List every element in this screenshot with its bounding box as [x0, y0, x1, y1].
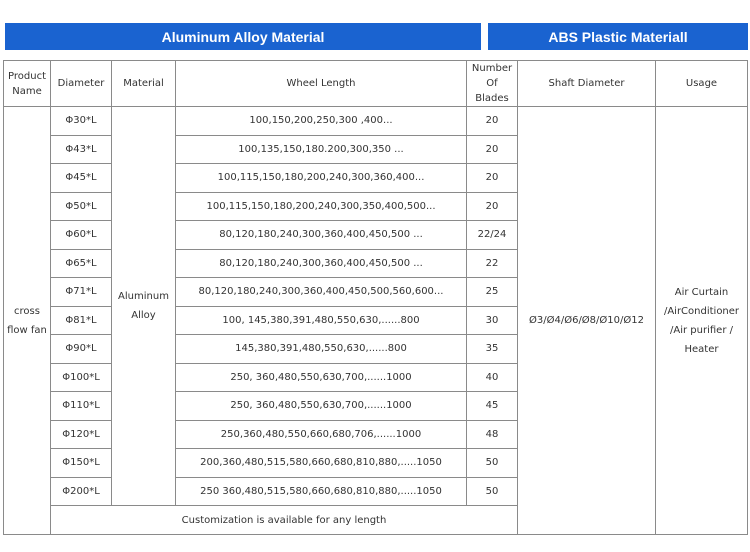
- blades-cell: 25: [467, 278, 518, 307]
- diameter-cell: Φ45*L: [51, 164, 112, 193]
- abs-plastic-banner: ABS Plastic Materiall: [488, 23, 748, 50]
- wheel-length-cell: 80,120,180,240,300,360,400,450,500,560,600...: [176, 278, 467, 307]
- diameter-cell: Φ71*L: [51, 278, 112, 307]
- diameter-cell: Φ200*L: [51, 477, 112, 506]
- wheel-length-cell: 80,120,180,240,300,360,400,450,500 ...: [176, 249, 467, 278]
- wheel-length-cell: 250, 360,480,550,630,700,......1000: [176, 392, 467, 421]
- usage-cell: Air Curtain /AirConditioner /Air purifier / Heater: [656, 107, 748, 535]
- header-shaft-diameter: Shaft Diameter: [518, 61, 656, 107]
- blades-cell: 48: [467, 420, 518, 449]
- aluminum-alloy-banner: Aluminum Alloy Material: [5, 23, 481, 50]
- diameter-cell: Φ110*L: [51, 392, 112, 421]
- wheel-length-cell: 145,380,391,480,550,630,......800: [176, 335, 467, 364]
- wheel-length-cell: 80,120,180,240,300,360,400,450,500 ...: [176, 221, 467, 250]
- spec-table: [3, 60, 748, 535]
- diameter-cell: Φ50*L: [51, 192, 112, 221]
- blades-cell: 30: [467, 306, 518, 335]
- blades-cell: 20: [467, 107, 518, 136]
- diameter-cell: Φ65*L: [51, 249, 112, 278]
- header-material: Material: [112, 61, 176, 107]
- blades-cell: 22/24: [467, 221, 518, 250]
- product-name-cell: cross flow fan: [4, 107, 51, 535]
- header-diameter: Diameter: [51, 61, 112, 107]
- header-product-name: Product Name: [4, 61, 51, 107]
- diameter-cell: Φ100*L: [51, 363, 112, 392]
- material-cell: Aluminum Alloy: [112, 107, 176, 506]
- diameter-cell: Φ30*L: [51, 107, 112, 136]
- wheel-length-cell: 250 360,480,515,580,660,680,810,880,.....1050: [176, 477, 467, 506]
- header-row: [4, 61, 748, 107]
- shaft-diameter-cell: Ø3/Ø4/Ø6/Ø8/Ø10/Ø12: [518, 107, 656, 535]
- blades-cell: 22: [467, 249, 518, 278]
- blades-cell: 20: [467, 192, 518, 221]
- wheel-length-cell: 250, 360,480,550,630,700,......1000: [176, 363, 467, 392]
- customization-note: Customization is available for any length: [51, 506, 518, 535]
- wheel-length-cell: 250,360,480,550,660,680,706,......1000: [176, 420, 467, 449]
- wheel-length-cell: 100, 145,380,391,480,550,630,......800: [176, 306, 467, 335]
- blades-cell: 20: [467, 164, 518, 193]
- blades-cell: 35: [467, 335, 518, 364]
- header-wheel-length: Wheel Length: [176, 61, 467, 107]
- blades-cell: 45: [467, 392, 518, 421]
- wheel-length-cell: 100,115,150,180,200,240,300,360,400...: [176, 164, 467, 193]
- wheel-length-cell: 100,115,150,180,200,240,300,350,400,500...: [176, 192, 467, 221]
- wheel-length-cell: 200,360,480,515,580,660,680,810,880,.....1050: [176, 449, 467, 478]
- diameter-cell: Φ81*L: [51, 306, 112, 335]
- blades-cell: 50: [467, 449, 518, 478]
- header-usage: Usage: [656, 61, 748, 107]
- blades-cell: 20: [467, 135, 518, 164]
- diameter-cell: Φ43*L: [51, 135, 112, 164]
- blades-cell: 40: [467, 363, 518, 392]
- diameter-cell: Φ120*L: [51, 420, 112, 449]
- wheel-length-cell: 100,150,200,250,300 ,400...: [176, 107, 467, 136]
- diameter-cell: Φ90*L: [51, 335, 112, 364]
- table-row: [4, 107, 748, 136]
- diameter-cell: Φ60*L: [51, 221, 112, 250]
- blades-cell: 50: [467, 477, 518, 506]
- header-number-of-blades: Number Of Blades: [467, 61, 518, 107]
- wheel-length-cell: 100,135,150,180.200,300,350 ...: [176, 135, 467, 164]
- diameter-cell: Φ150*L: [51, 449, 112, 478]
